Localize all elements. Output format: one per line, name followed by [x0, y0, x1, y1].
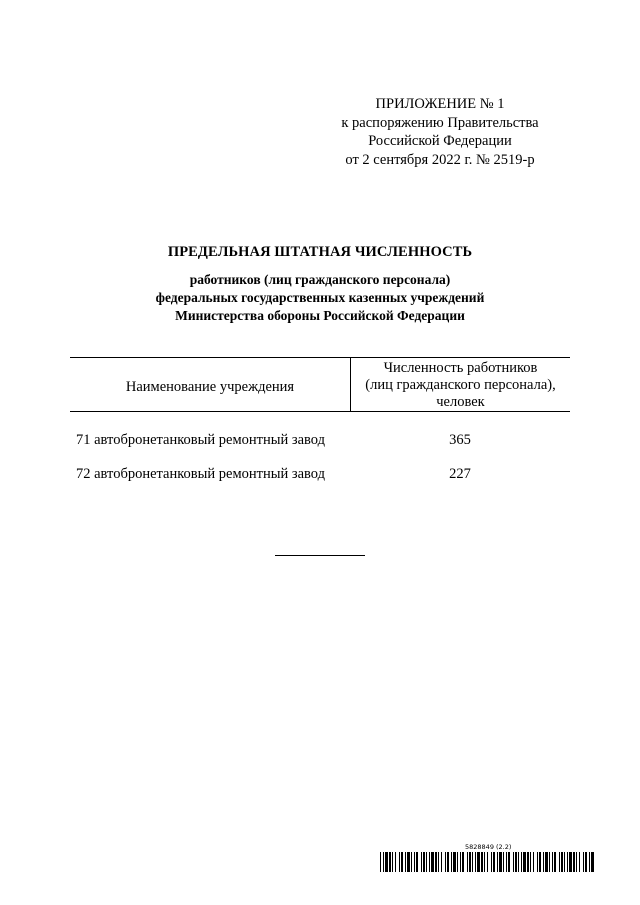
appendix-authority: Российской Федерации: [368, 133, 512, 149]
header-count-line2: (лиц гражданского персонала),: [365, 377, 556, 393]
title-subtitle-line3: Министерства обороны Российской Федерации: [175, 308, 465, 323]
title-subtitle-line2: федеральных государственных казенных учреждений: [155, 290, 485, 305]
table-row: [70, 466, 570, 483]
table-header: [70, 357, 570, 412]
end-divider: [275, 555, 365, 556]
header-institution-name: Наименование учреждения: [125, 379, 295, 395]
document-title: [60, 243, 580, 325]
appendix-header: [320, 95, 560, 169]
staff-count: 227: [449, 466, 471, 482]
header-count-line1: Численность работников: [383, 360, 538, 376]
header-count-line3: человек: [436, 394, 485, 410]
institution-name: 71 автобронетанковый ремонтный завод: [76, 432, 325, 448]
appendix-date-number: от 2 сентября 2022 г. № 2519-р: [345, 151, 535, 168]
header-staff-count: [350, 358, 570, 411]
table-row: [70, 432, 570, 449]
barcode: [380, 852, 595, 872]
title-subtitle: [60, 271, 580, 325]
staff-table: [70, 357, 570, 483]
staff-count: 365: [449, 432, 471, 448]
appendix-reference: к распоряжению Правительства: [341, 114, 539, 131]
title-subtitle-line1: работников (лиц гражданского персонала): [189, 272, 451, 287]
institution-name: 72 автобронетанковый ремонтный завод: [76, 466, 325, 482]
title-main: ПРЕДЕЛЬНАЯ ШТАТНАЯ ЧИСЛЕННОСТЬ: [167, 244, 473, 260]
appendix-number: ПРИЛОЖЕНИЕ № 1: [375, 96, 505, 112]
barcode-label: 5828849 (2.2): [465, 843, 512, 851]
